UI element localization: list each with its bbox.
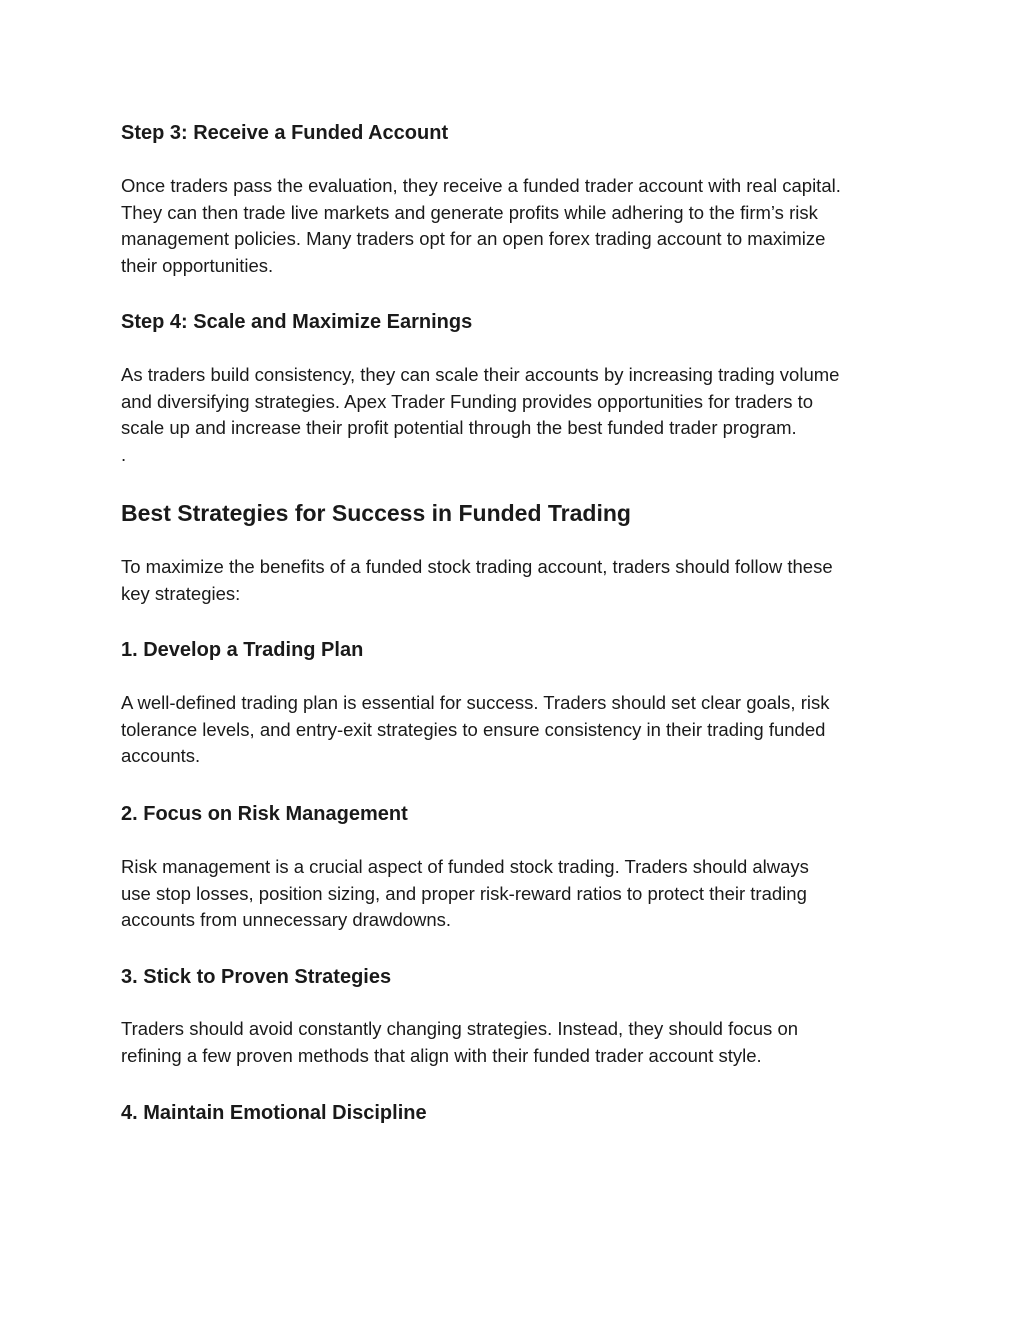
step3-heading: Step 3: Receive a Funded Account <box>121 122 449 144</box>
strategies-intro: To maximize the benefits of a funded stock trading account, traders should follow these key strategies: <box>121 556 833 604</box>
strategy-3-heading: 3. Stick to Proven Strategies <box>121 966 392 988</box>
step3-paragraph: Once traders pass the evaluation, they receive a funded trader account with real capital. They can then trade live markets and generate profits while adhering to the firm’s risk management policies. Many traders opt for an open forex trading account to maximize their opportunities. <box>121 175 841 276</box>
strategy-2-paragraph: Risk management is a crucial aspect of funded stock trading. Traders should always use stop losses, position sizing, and proper risk-reward ratios to protect their trading accounts from unnecessary drawdowns. <box>121 856 809 930</box>
strategy-1-heading: 1. Develop a Trading Plan <box>121 639 364 661</box>
step4-heading: Step 4: Scale and Maximize Earnings <box>121 311 473 333</box>
strategy-3-paragraph: Traders should avoid constantly changing strategies. Instead, they should focus on refining a few proven methods that align with their funded trader account style. <box>121 1018 799 1066</box>
step4-paragraph: As traders build consistency, they can scale their accounts by increasing trading volume and diversifying strategies. Apex Trader Funding provides opportunities for traders to scale up and increase their profit potential through the best funded trader program. . <box>121 364 840 465</box>
strategies-heading: Best Strategies for Success in Funded Trading <box>121 500 631 526</box>
strategy-2-heading: 2. Focus on Risk Management <box>121 803 408 825</box>
strategy-4-heading: 4. Maintain Emotional Discipline <box>121 1102 427 1124</box>
strategy-1-paragraph: A well-defined trading plan is essential for success. Traders should set clear goals, risk tolerance levels, and entry-exit strategies to ensure consistency in their trading funded accounts. <box>121 692 830 766</box>
